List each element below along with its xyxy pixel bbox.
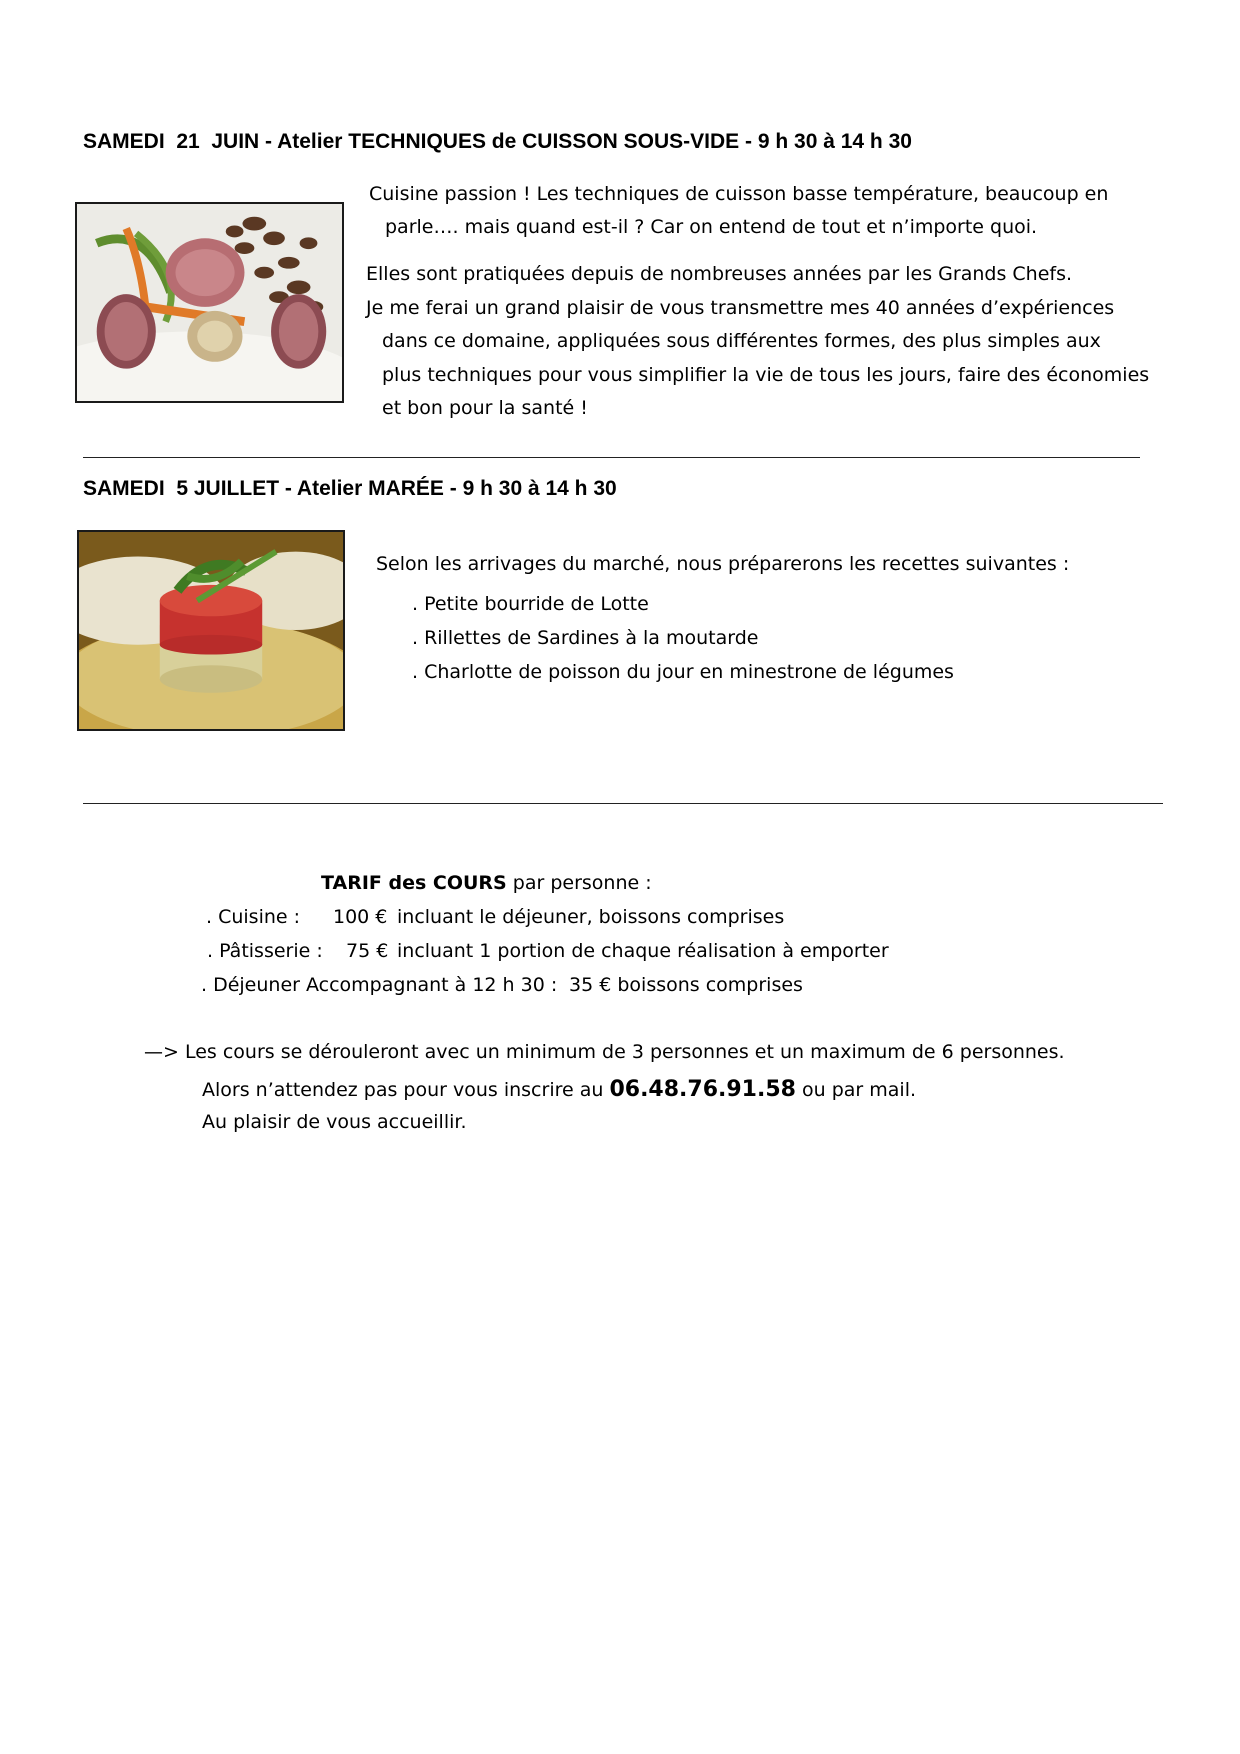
tarif-heading-rest: par personne :	[506, 872, 652, 894]
section1-intro	[369, 178, 1108, 244]
section1-desc-line5: et bon pour la santé !	[382, 397, 588, 419]
tarif-cuisine-desc: incluant le déjeuner, boissons comprises	[397, 906, 785, 928]
section-divider	[83, 803, 1163, 804]
section1-intro-line2: parle…. mais quand est-il ? Car on entend de tout et n’importe quoi.	[385, 216, 1038, 238]
section1-desc-line1: Elles sont pratiquées depuis de nombreuses années par les Grands Chefs.	[366, 263, 1073, 285]
tarif-cuisine-label: . Cuisine :	[206, 906, 301, 928]
recipe-item: . Petite bourride de Lotte	[412, 593, 649, 615]
maree-dish-photo	[77, 530, 345, 731]
tarif-patisserie-label: . Pâtisserie :	[207, 940, 323, 962]
section1-title: SAMEDI 21 JUIN - Atelier TECHNIQUES de CUISSON SOUS-VIDE - 9 h 30 à 14 h 30	[83, 130, 912, 153]
recipe-item: . Charlotte de poisson du jour en minestrone de légumes	[412, 661, 954, 683]
section-divider	[83, 457, 1140, 458]
section1-desc-line3: dans ce domaine, appliquées sous différentes formes, des plus simples aux	[382, 330, 1101, 352]
section1-description	[366, 258, 1149, 426]
tarif-patisserie-price: 75 €	[346, 940, 389, 962]
notes-line1: —> Les cours se dérouleront avec un minimum de 3 personnes et un maximum de 6 personnes.	[144, 1041, 1065, 1063]
section1-intro-line1: Cuisine passion ! Les techniques de cuisson basse température, beaucoup en	[369, 183, 1109, 205]
notes-line2	[202, 1077, 916, 1102]
section1-desc-line4: plus techniques pour vous simplifier la vie de tous les jours, faire des économies	[382, 363, 1150, 386]
phone-number[interactable]: 06.48.76.91.58	[609, 1077, 796, 1102]
section2-recipe-list	[376, 587, 954, 689]
section2-intro: Selon les arrivages du marché, nous préparerons les recettes suivantes :	[376, 553, 1070, 575]
notes-line2-post: ou par mail.	[795, 1079, 917, 1101]
tarif-dejeuner-label: . Déjeuner Accompagnant à 12 h 30 :	[201, 974, 558, 996]
tarif-heading-bold: TARIF des COURS	[321, 872, 507, 894]
tarif-cuisine-desc-wrap	[397, 906, 784, 928]
tarif-cuisine-price: 100 €	[333, 906, 388, 928]
tarif-heading	[321, 872, 652, 894]
tarif-patisserie-desc: incluant 1 portion de chaque réalisation à emporter	[397, 940, 889, 962]
tarif-patisserie-desc-wrap	[397, 940, 889, 962]
notes-line3: Au plaisir de vous accueillir.	[202, 1111, 467, 1133]
tarif-row-dejeuner	[201, 974, 557, 996]
tarif-patisserie-price-wrap	[346, 940, 388, 962]
notes-line2-pre: Alors n’attendez pas pour vous inscrire au	[202, 1079, 610, 1101]
tarif-cuisine-price-wrap	[333, 906, 387, 928]
tarif-dejeuner-price-wrap	[569, 974, 803, 996]
tarif-dejeuner-desc: boissons comprises	[617, 974, 803, 996]
tarif-row-patisserie	[207, 940, 323, 962]
tarif-dejeuner-price: 35 €	[569, 974, 612, 996]
section2-title: SAMEDI 5 JUILLET - Atelier MARÉE - 9 h 30 à 14 h 30	[83, 477, 617, 500]
recipe-item: . Rillettes de Sardines à la moutarde	[412, 627, 759, 649]
section1-desc-line2: Je me ferai un grand plaisir de vous transmettre mes 40 années d’expériences	[366, 296, 1115, 319]
sous-vide-dish-photo	[75, 202, 344, 403]
tarif-row-cuisine	[206, 906, 300, 928]
